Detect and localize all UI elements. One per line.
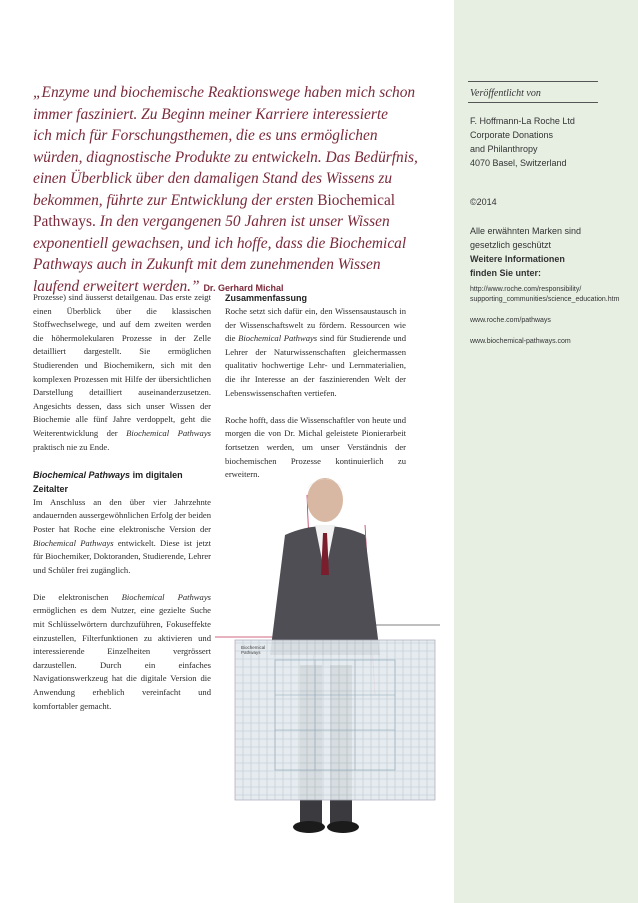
paragraph: Roche hofft, dass die Wissenschaftler von heute und morgen die von Dr. Michal geleistete Pionierarbeit fortsetzen werden, um unser Verständnis der biochemischen Prozesse kontinuierlich zu erweitern. <box>225 414 406 480</box>
summary-heading: Zusammenfassung <box>225 293 308 303</box>
paragraph: Roche setzt sich dafür ein, den Wissensaustausch in der Wissenschaftswelt zu fördern. Ressourcen wie die Biochemical Pathways sind für Studierende und Lehrer der Naturwissenschaften gleichermassen qualitativ hochwertige Lehr- und Lernmaterialien, die ihr Interesse an der faszinierenden Welt der Lebenswissenschaften vertiefen. <box>225 306 406 398</box>
published-by-label: Veröffentlicht von <box>470 88 541 99</box>
roche-pathways-link[interactable]: www.roche.com/pathways <box>470 317 551 324</box>
portrait-illustration <box>215 455 445 860</box>
publisher-address <box>470 114 632 170</box>
publisher-line: F. Hoffmann-La Roche Ltd <box>470 116 575 126</box>
roche-responsibility-link[interactable]: supporting_communities/science_education.htm <box>470 296 620 303</box>
rights-line: gesetzlich geschützt <box>470 240 552 250</box>
sidebar-top-rule <box>468 81 598 82</box>
section-heading: Biochemical Pathways im digitalen Zeitalter <box>33 469 183 494</box>
more-info-heading: Weitere Informationen <box>470 254 565 264</box>
publisher-line: 4070 Basel, Switzerland <box>470 158 567 168</box>
paragraph: Im Anschluss an den über vier Jahrzehnte andauernden aussergewöhnlichen Erfolg der beiden Poster hat Roche eine elektronische Version der Biochemical Pathways entwickelt. Diese ist jetzt für Biochemiker, Doktoranden, Studierende, Lehrer und Schüler frei zugänglich. <box>33 496 211 575</box>
more-info-heading: finden Sie unter: <box>470 268 542 278</box>
person-shoe <box>327 821 359 833</box>
poster-title: Pathways <box>241 650 261 655</box>
text-column-left <box>33 291 211 727</box>
copyright-text: ©2014 <box>470 197 497 207</box>
poster-title: Biochemical <box>241 645 266 650</box>
pull-quote: „Enzyme und biochemische Reaktionswege haben mich schon immer fasziniert. Zu Beginn meiner Karriere interessierte ich mich für Forschungsthemen, die es uns ermöglichen würden, diagnostische Produkte zu entwickeln. Das Bedürfnis, einen Überblick über den damaligen Stand des Wissens zu bekommen, führte zur Entwicklung der ersten Biochemical Pathways. In den vergangenen 50 Jahren ist unser Wissen exponentiell gewachsen, und ich hoffe, dass die Biochemical Pathways auch in Zukunft mit dem zunehmenden Wissen laufend erweitert werden.” Dr. Gerhard Michal <box>33 84 418 295</box>
roche-responsibility-link[interactable]: http://www.roche.com/responsibility/ <box>470 286 582 293</box>
sidebar-links <box>470 285 636 347</box>
publisher-line: Corporate Donations <box>470 130 554 140</box>
person-shoe <box>293 821 325 833</box>
pathways-poster <box>235 640 435 800</box>
biochemical-pathways-link[interactable]: www.biochemical-pathways.com <box>470 338 571 345</box>
rights-line: Alle erwähnten Marken sind <box>470 226 582 236</box>
publisher-line: and Philanthropy <box>470 144 538 154</box>
person-head <box>307 478 343 522</box>
rights-block <box>470 224 632 280</box>
paragraph: Prozesse) sind äusserst detailgenau. Das erste zeigt einen Überblick über die klassischen Stoffwechselwege, und auf dem zweiten werden die höhermolekularen Prozesse in der Zelle detailliert dargestellt. Sie ermöglichen Studierenden und Biochemikern, sich mit den komplexen Prozessen mit Hilfe der übersichtlichen Darstellung detailliert auseinanderzusetzen. Angesichts dessen, dass sich unser Wissen der Biochemie alle fünf Jahre verdoppelt, geht die Weiterentwicklung der Biochemical Pathways praktisch nie zu Ende. <box>33 292 211 452</box>
quote-author: Dr. Gerhard Michal <box>203 282 284 293</box>
paragraph: Die elektronischen Biochemical Pathways ermöglichen es dem Nutzer, eine gezielte Suche mit Schlüsselwörtern durchzuführen, Fokuseffekte einzustellen, Filterfunktionen zu aktivieren und interessierende Einzelheiten vergrössert darzustellen. Durch ein einfaches Navigationswerkzeug hat die digitale Version die Anwendung erheblich vereinfacht und komfortabler gemacht. <box>33 591 211 711</box>
copyright-block <box>470 195 632 209</box>
sidebar-bottom-rule <box>468 102 598 103</box>
